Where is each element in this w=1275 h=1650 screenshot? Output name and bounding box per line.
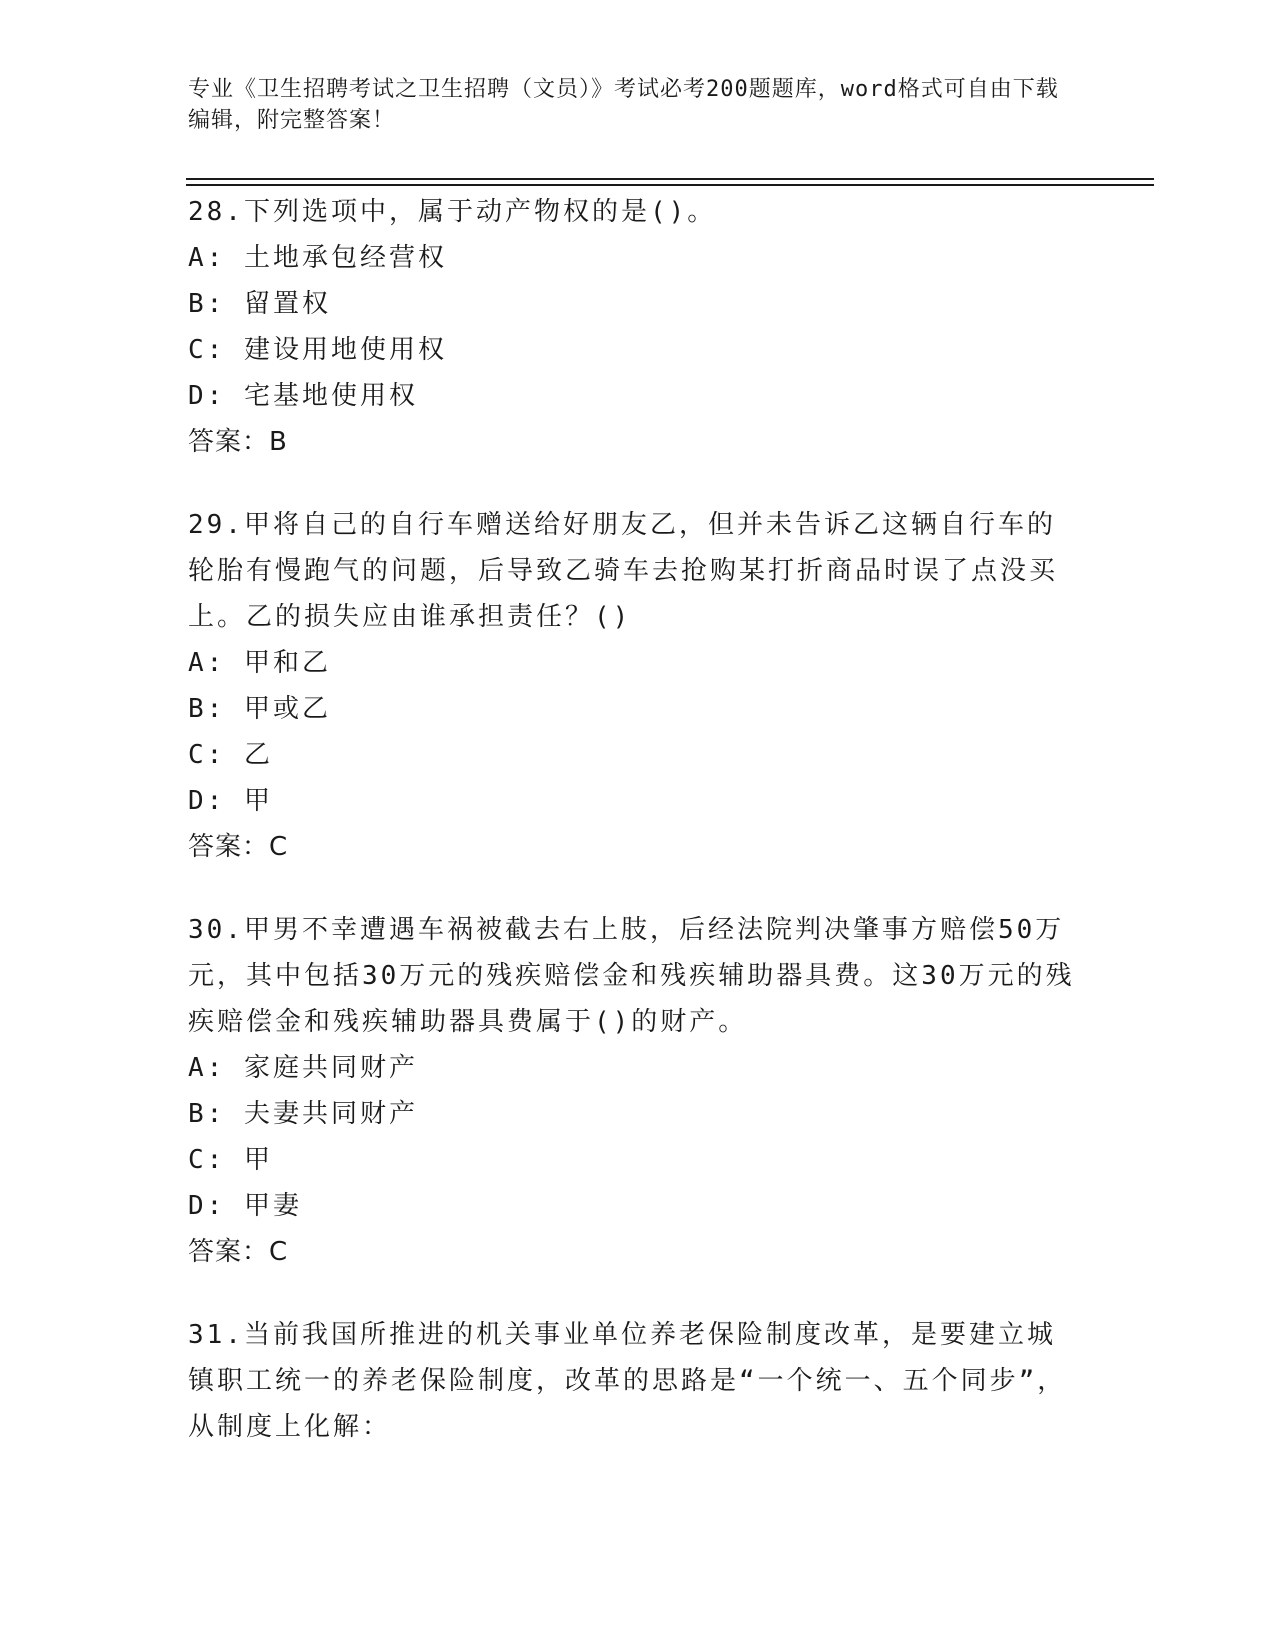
option-b: B: 留置权	[188, 289, 331, 319]
option-c: C: 甲	[188, 1145, 273, 1175]
question-29	[188, 502, 1083, 870]
option-b: B: 甲或乙	[188, 694, 331, 724]
question-stem: 31.当前我国所推进的机关事业单位养老保险制度改革，是要建立城镇职工统一的养老保险制度，改革的思路是“一个统一、五个同步”，从制度上化解：	[188, 1320, 1067, 1442]
option-a: A: 甲和乙	[188, 648, 331, 678]
header-divider-top	[186, 178, 1154, 180]
question-list	[188, 189, 1083, 1469]
option-c: C: 乙	[188, 740, 273, 770]
option-c: C: 建设用地使用权	[188, 335, 447, 365]
option-a: A: 土地承包经营权	[188, 243, 447, 273]
option-d: D: 甲	[188, 786, 273, 816]
question-stem: 30.甲男不幸遭遇车祸被截去右上肢，后经法院判决肇事方赔偿50万元，其中包括30万元的残疾赔偿金和残疾辅助器具费。这30万元的残疾赔偿金和残疾辅助器具费属于()的财产。	[188, 915, 1075, 1037]
header-divider-bottom	[186, 184, 1154, 186]
answer-line: 答案：C	[188, 1237, 289, 1267]
answer-line: 答案：B	[188, 427, 288, 457]
question-31	[188, 1312, 1083, 1450]
question-30	[188, 907, 1083, 1275]
document-header: 专业《卫生招聘考试之卫生招聘（文员）》考试必考200题题库，word格式可自由下载编辑，附完整答案！	[188, 77, 1059, 133]
option-b: B: 夫妻共同财产	[188, 1099, 418, 1129]
option-d: D: 甲妻	[188, 1191, 302, 1221]
question-28	[188, 189, 1083, 465]
option-d: D: 宅基地使用权	[188, 381, 418, 411]
option-a: A: 家庭共同财产	[188, 1053, 418, 1083]
question-stem: 28.下列选项中，属于动产物权的是()。	[188, 197, 717, 227]
question-stem: 29.甲将自己的自行车赠送给好朋友乙，但并未告诉乙这辆自行车的轮胎有慢跑气的问题，后导致乙骑车去抢购某打折商品时误了点没买上。乙的损失应由谁承担责任？()	[188, 510, 1059, 632]
answer-line: 答案：C	[188, 832, 289, 862]
